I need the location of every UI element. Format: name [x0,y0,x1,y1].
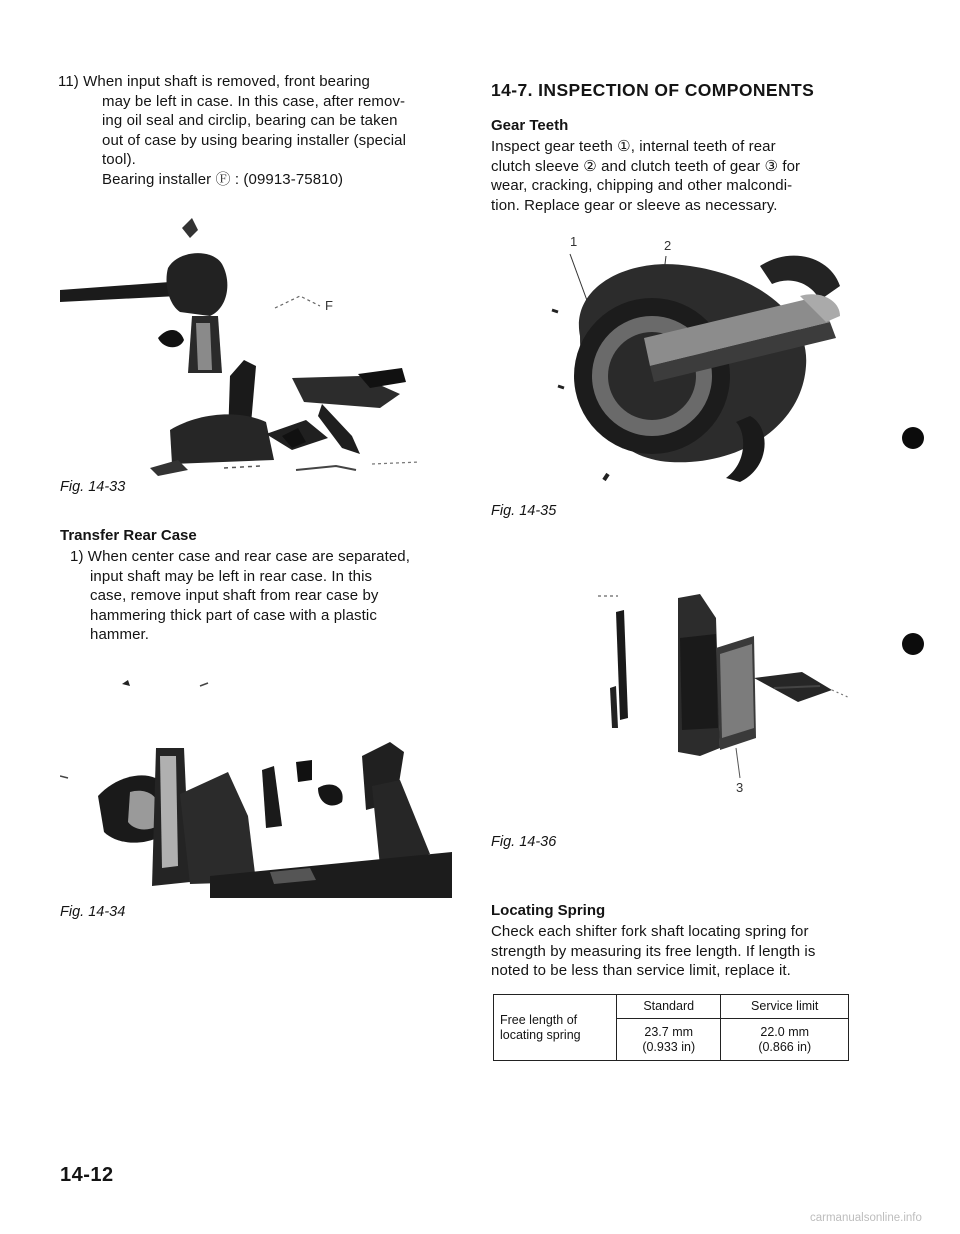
fig-14-33-caption: Fig. 14-33 [60,479,126,495]
limit-mm: 22.0 mm [760,1024,810,1039]
fig-14-34-caption: Fig. 14-34 [60,904,126,920]
spring-spec-table [493,994,849,1061]
rear-case-line-3: case, remove input shaft from rear case by [90,587,379,604]
plastic-hammer-illustration [60,676,452,898]
step-11-line-2: may be left in case. In this case, after remov- [102,92,406,110]
locating-spring-line-2: strength by measuring its free length. If length is [491,942,816,960]
row-label-line-2: locating spring [500,1027,581,1042]
row-label-line-1: Free length of [500,1012,578,1027]
fig-14-34-photo [60,676,452,898]
standard-mm: 23.7 mm [644,1024,694,1039]
gear-teeth-line-1: Inspect gear teeth ①, internal teeth of rear [491,138,776,155]
binder-hole-lower [902,633,924,655]
standard-header: Standard [617,995,721,1019]
transfer-rear-case-heading: Transfer Rear Case [60,527,197,544]
gear-teeth-line-2: clutch sleeve ② and clutch teeth of gear ③ for [491,157,801,175]
fig-14-33-photo [60,198,450,480]
page-number: 14-12 [60,1164,114,1186]
fig-14-35-photo [540,226,880,488]
step-11-text [58,72,448,189]
binder-hole-upper [902,427,924,449]
gear-teeth-heading: Gear Teeth [491,117,569,134]
bearing-installer-illustration [60,198,450,480]
fig-14-35-callout-2: 2 [664,238,672,253]
fig-14-33-callout-f: F [325,298,333,313]
gear-teeth-text [491,137,851,215]
standard-value-cell [617,1019,721,1061]
limit-value-cell [721,1019,849,1061]
row-label-cell [494,995,617,1061]
gear-teeth-line-3: wear, cracking, chipping and other malcondi- [491,177,793,194]
fig-14-36-caption: Fig. 14-36 [491,834,557,850]
fig-14-36-callout-3: 3 [736,780,744,795]
step-11-line-1: 11) When input shaft is removed, front bearing [58,73,370,90]
locating-spring-line-3: noted to be less than service limit, replace it. [491,962,791,979]
step-11-line-4: out of case by using bearing installer (special [102,131,407,149]
rear-case-line-5: hammer. [90,626,150,643]
limit-in: (0.866 in) [758,1039,812,1054]
footer-watermark: carmanualsonline.info [810,1212,922,1224]
gear-assembly-illustration [540,226,880,488]
table-header-row [494,995,849,1019]
step-11-line-5: tool). [102,151,136,168]
step-11-line-3: ing oil seal and circlip, bearing can be taken [102,112,398,129]
fig-14-35-caption: Fig. 14-35 [491,503,557,519]
locating-spring-heading: Locating Spring [491,902,606,919]
locating-spring-line-1: Check each shifter fork shaft locating spring for [491,923,809,940]
fig-14-35-callout-1: 1 [570,234,578,249]
rear-case-line-2: input shaft may be left in rear case. In this [90,567,373,585]
transfer-rear-case-text [70,547,450,645]
service-limit-header: Service limit [721,995,849,1019]
gear-shaft-illustration [540,578,860,804]
locating-spring-text [491,922,851,981]
standard-in: (0.933 in) [642,1039,696,1054]
fig-14-36-photo [540,578,860,804]
step-11-tool-number: Bearing installer Ⓕ : (09913-75810) [102,170,344,188]
rear-case-line-1: 1) When center case and rear case are separated, [70,548,410,565]
gear-teeth-line-4: tion. Replace gear or sleeve as necessary. [491,196,778,214]
section-title: 14-7. INSPECTION OF COMPONENTS [491,80,815,100]
rear-case-line-4: hammering thick part of case with a plastic [90,606,377,624]
